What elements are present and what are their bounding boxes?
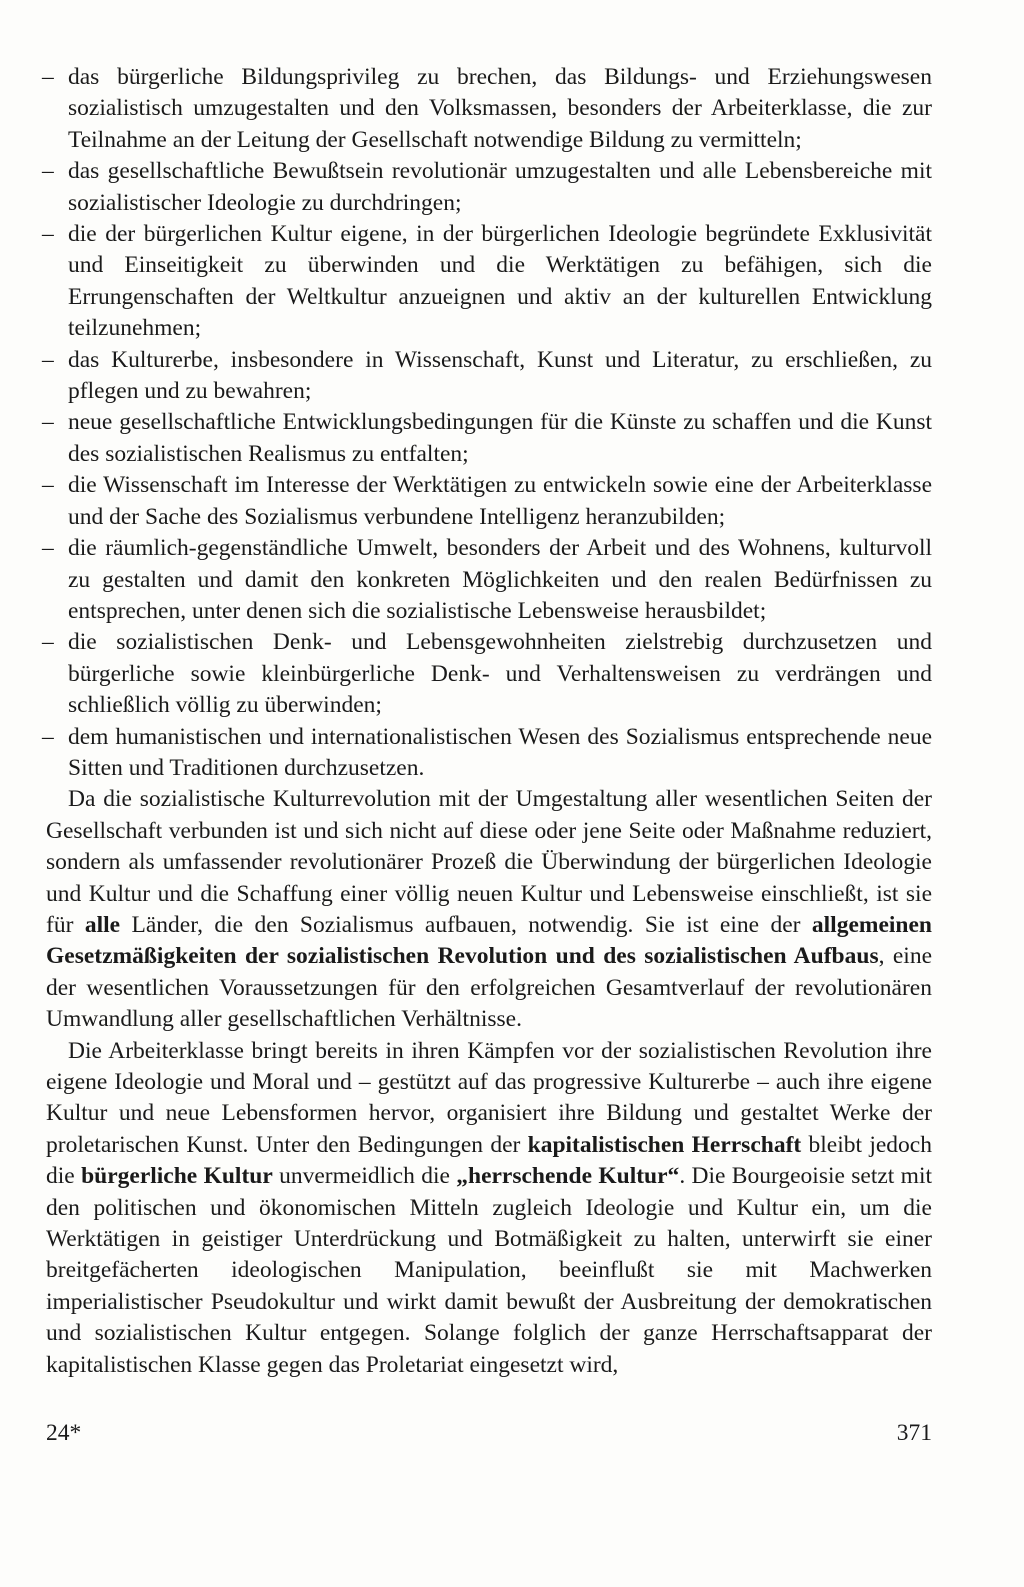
dash-marker: – <box>42 64 54 90</box>
dash-marker: – <box>42 472 54 499</box>
list-item-text: die räumlich-gegenständliche Umwelt, besonders der Arbeit und des Wohnens, kulturvoll zu gestalten und damit den konkreten Möglichkeiten und den realen Bedürfnissen zu entsprechen, unter denen sich die sozialistische Lebensweise herausbildet; <box>68 535 932 624</box>
dash-marker: – <box>42 346 54 373</box>
list-item-text: die der bürgerlichen Kultur eigene, in der bürgerlichen Ideologie begründete Exklusivität und Einseitigkeit zu überwinden und die Werktätigen zu befähigen, sich die Errungenschaften der Weltkultur anzueignen und aktiv an der kulturellen Entwicklung teilzunehmen; <box>68 221 932 342</box>
printer-signature: 24* <box>46 1420 82 1446</box>
dash-marker: – <box>42 409 54 436</box>
list-item-text: das gesellschaftliche Bewußtsein revolutionär umzugestalten und alle Lebensbereiche mit sozialistischer Ideologie zu durchdringen; <box>68 158 932 216</box>
paragraph-arbeiterklasse <box>46 1036 932 1381</box>
bold-emphasis: alle <box>84 911 121 938</box>
list-item-text: neue gesellschaftliche Entwicklungsbedingungen für die Künste zu schaffen und die Kunst des sozialistischen Realismus zu entfalten; <box>68 409 932 467</box>
list-item <box>42 345 932 408</box>
paragraph-text: unvermeidlich die <box>272 1163 457 1190</box>
list-item-text: die Wissenschaft im Interesse der Werktätigen zu entwickeln sowie eine der Arbeiterklasse und der Sache des Sozialismus verbundene Intelligenz heranzubilden; <box>68 472 932 530</box>
paragraph-kulturrevolution <box>46 784 932 1035</box>
list-item <box>42 219 932 345</box>
list-item <box>42 470 932 533</box>
page-number: 371 <box>896 1420 932 1446</box>
paragraph-text: , eine der wesentlichen Voraussetzungen für den erfolgreichen Gesamtverlauf der revolutionären Umwandlung aller gesellschaftlichen Verhältnisse. <box>46 943 933 1033</box>
list-item <box>42 407 932 470</box>
paragraph-text: . Die Bourgeoisie setzt mit den politischen und ökonomischen Mitteln zugleich Ideologie und Kultur ein, um die Werktätigen in geistiger Unterdrückung und Botmäßigkeit zu halten, unterwirft sie einer breitgefächerten ideologischen Manipulation, beeinflußt sie mit Machwerken imperialistischer Pseudokultur und wirkt damit bewußt der Ausbreitung der demokratischen und sozialistischen Kultur entgegen. Solange folglich der ganze Herrschaftsapparat der kapitalistischen Klasse gegen das Proletariat eingesetzt wird, <box>46 1163 933 1378</box>
bold-emphasis: „herrschende Kultur“ <box>456 1163 680 1190</box>
list-item <box>42 722 932 785</box>
list-item <box>42 156 932 219</box>
paragraph-text: Die Arbeiterklasse bringt bereits in ihren Kämpfen vor der sozialistischen Revolution ihre eigene Ideologie und Moral und – gestützt auf das progressive Kulturerbe – auch ihre eigene Kultur und neue Lebensformen hervor, organisiert ihre Bildung und gestaltet Werke der proletarischen Kunst. Unter den Bedingungen der <box>46 1037 932 1158</box>
list-item-text: die sozialistischen Denk- und Lebensgewohnheiten zielstrebig durchzusetzen und bürgerliche sowie kleinbürgerliche Denk- und Verhaltensweisen zu verdrängen und schließlich völlig zu überwinden; <box>68 629 932 719</box>
list-item-text: dem humanistischen und internationalistischen Wesen des Sozialismus entsprechende neue Sitten und Traditionen durchzusetzen. <box>68 723 932 781</box>
page-body <box>42 62 933 1381</box>
dash-marker: – <box>42 221 54 248</box>
page-footer <box>46 1418 932 1450</box>
task-list <box>42 62 932 784</box>
dash-marker: – <box>42 158 54 185</box>
list-item <box>42 627 932 721</box>
bold-emphasis: kapitalistischen Herrschaft <box>527 1131 802 1158</box>
list-item <box>42 533 932 627</box>
list-item-text: das bürgerliche Bildungsprivileg zu brechen, das Bildungs- und Erziehungswesen sozialistisch umzugestalten und den Volksmassen, besonders der Arbeiterklasse, die zur Teilnahme an der Leitung der Gesellschaft notwendige Bildung zu vermitteln; <box>68 64 932 153</box>
bold-emphasis: bürgerliche Kultur <box>81 1163 273 1190</box>
list-item-text: das Kulturerbe, insbesondere in Wissenschaft, Kunst und Literatur, zu erschließen, zu pflegen und zu bewahren; <box>68 346 932 405</box>
paragraph-text: bleibt jedoch die <box>46 1131 932 1190</box>
dash-marker: – <box>42 535 54 562</box>
paragraph-text: Da die sozialistische Kulturrevolution mit der Umgestaltung aller wesentlichen Seiten der Gesellschaft verbunden ist und sich nicht auf diese oder jene Seite oder Maßnahme reduziert, sondern als umfassender revolutionärer Prozeß die Überwindung der bürgerlichen Ideologie und Kultur und die Schaffung einer völlig neuen Kultur und Lebensweise einschließt, ist sie für <box>46 786 932 938</box>
list-item <box>42 62 932 156</box>
dash-marker: – <box>42 629 54 656</box>
paragraph-text: Länder, die den Sozialismus aufbauen, notwendig. Sie ist eine der <box>120 911 812 938</box>
dash-marker: – <box>42 723 54 750</box>
bold-emphasis: allgemeinen Gesetzmäßigkeiten der sozialistischen Revolution und des sozialistischen Aufbaus <box>46 911 932 970</box>
